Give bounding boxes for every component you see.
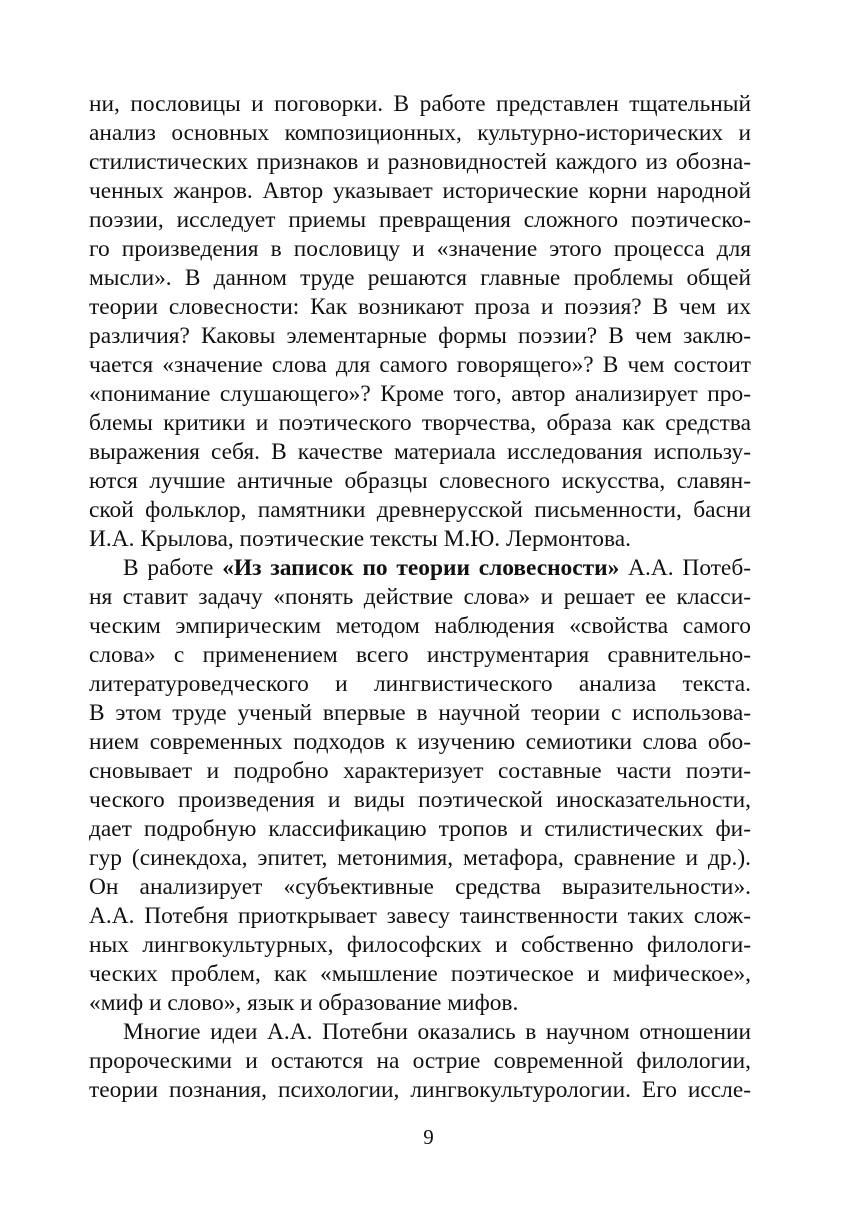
book-title: «Из записок по теории словесности» — [222, 555, 620, 581]
page-number: 9 — [423, 1125, 434, 1149]
text-line: мысли». В данном труде решаются главные проблемы общей — [89, 265, 751, 291]
text-line: ческим эмпирическим методом наблюдения «свойства самого — [89, 613, 751, 639]
text-line: блемы критики и поэтического творчества, образа как средства — [89, 410, 751, 436]
text-line: гур (синекдоха, эпитет, метонимия, метафора, сравнение и др.). — [89, 845, 751, 871]
text-line: ческого произведения и виды поэтической иносказательности, — [89, 787, 751, 813]
text-line: ской фольклор, памятники древнерусской письменности, басни — [89, 497, 751, 523]
text-line: «миф и слово», язык и образование мифов. — [89, 990, 519, 1016]
paragraph-1 — [89, 90, 751, 554]
text-line: ченных жанров. Автор указывает исторические корни народной — [89, 178, 751, 204]
text-line: анализ основных композиционных, культурно-исторических и — [89, 120, 751, 146]
text-line: ни, пословицы и поговорки. В работе представлен тщательный — [89, 91, 751, 117]
text-line: «понимание слушающего»? Кроме того, автор анализирует про- — [89, 381, 751, 407]
paragraph-3 — [89, 1018, 751, 1105]
text-line: литературоведческого и лингвистического анализа текста. — [89, 671, 751, 697]
text-line: И.А. Крылова, поэтические тексты М.Ю. Лермонтова. — [89, 526, 631, 552]
text-line: выражения себя. В качестве материала исследования использу- — [89, 439, 751, 465]
text-line: ческих проблем, как «мышление поэтическое и мифическое», — [89, 961, 751, 987]
text-line: поэзии, исследует приемы превращения сложного поэтическо- — [89, 207, 751, 233]
text-line: пророческими и остаются на острие современной филологии, — [89, 1048, 751, 1074]
text-line: дает подробную классификацию тропов и стилистических фи- — [89, 816, 751, 842]
text-line: теории познания, психологии, лингвокультурологии. Его иссле- — [89, 1077, 751, 1103]
text-line: теории словесности: Как возникают проза и поэзия? В чем их — [89, 294, 751, 320]
text-line: сновывает и подробно характеризует составные части поэти- — [89, 758, 751, 784]
text-line — [89, 554, 751, 583]
text-line: ня ставит задачу «понять действие слова» и решает ее класси- — [89, 584, 751, 610]
text-line: ются лучшие античные образцы словесного искусства, славян- — [89, 468, 751, 494]
text-line: чается «значение слова для самого говорящего»? В чем состоит — [89, 352, 751, 378]
text-line: ных лингвокультурных, философских и собственно филологи- — [89, 932, 751, 958]
text-line: Многие идеи А.А. Потебни оказались в научном отношении — [123, 1019, 751, 1045]
text-line: нием современных подходов к изучению семиотики слова обо- — [89, 729, 751, 755]
text-line: стилистических признаков и разновидностей каждого из обозна- — [89, 149, 751, 175]
text-line: Он анализирует «субъективные средства выразительности». — [89, 874, 751, 900]
text-run: А.А. Потеб- — [619, 555, 752, 581]
text-line: го произведения в пословицу и «значение этого процесса для — [89, 236, 751, 262]
body-text — [89, 90, 751, 1105]
text-line: различия? Каковы элементарные формы поэзии? В чем заклю- — [89, 323, 751, 349]
text-line: А.А. Потебня приоткрывает завесу таинственности таких слож- — [89, 903, 751, 929]
text-line: слова» с применением всего инструментария сравнительно- — [89, 642, 751, 668]
paragraph-2 — [89, 554, 751, 1018]
text-run: В работе — [123, 555, 223, 581]
text-line: В этом труде ученый впервые в научной теории с использова- — [89, 700, 751, 726]
